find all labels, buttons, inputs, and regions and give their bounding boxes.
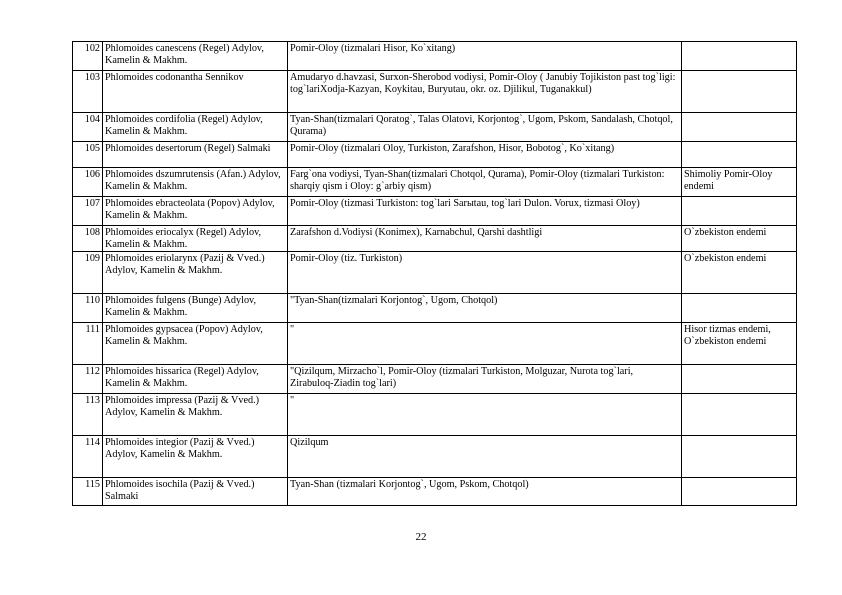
endemic-note (682, 394, 797, 436)
species-name: Phlomoides dszumrutensis (Afan.) Adylov, Kamelin & Makhm. (103, 168, 288, 197)
distribution-area: " (288, 394, 682, 436)
table-row (73, 365, 797, 394)
species-table-body (73, 42, 797, 506)
species-name: Phlomoides ebracteolata (Popov) Adylov, Kamelin & Makhm. (103, 197, 288, 226)
table-row (73, 252, 797, 294)
row-number: 108 (73, 226, 103, 252)
row-number: 105 (73, 142, 103, 168)
page-number: 22 (415, 531, 427, 543)
table-row (73, 42, 797, 71)
distribution-area: "Qizilqum, Mirzacho`l, Pomir-Oloy (tizmalari Turkiston, Molguzar, Nurota tog`lari, Zirabuloq-Ziadin tog`lari) (288, 365, 682, 394)
row-number: 115 (73, 478, 103, 506)
distribution-area: "Tyan-Shan(tizmalari Korjontog`, Ugom, Chotqol) (288, 294, 682, 323)
table-row (73, 478, 797, 506)
endemic-note: O`zbekiston endemi (682, 252, 797, 294)
endemic-note (682, 42, 797, 71)
species-table (72, 41, 797, 506)
species-name: Phlomoides eriocalyx (Regel) Adylov, Kamelin & Makhm. (103, 226, 288, 252)
distribution-area: Qizilqum (288, 436, 682, 478)
row-number: 107 (73, 197, 103, 226)
table-row (73, 168, 797, 197)
distribution-area: Pomir-Oloy (tizmalari Hisor, Ko`xitang) (288, 42, 682, 71)
species-name: Phlomoides isochila (Pazij & Vved.) Salmaki (103, 478, 288, 506)
species-name: Phlomoides hissarica (Regel) Adylov, Kamelin & Makhm. (103, 365, 288, 394)
species-name: Phlomoides impressa (Pazij & Vved.) Adylov, Kamelin & Makhm. (103, 394, 288, 436)
table-row (73, 71, 797, 113)
endemic-note (682, 197, 797, 226)
distribution-area: Pomir-Oloy (tizmasi Turkiston: tog`lari Sarыtau, tog`lari Dulon. Vorux, tizmasi Oloy) (288, 197, 682, 226)
species-name: Phlomoides desertorum (Regel) Salmaki (103, 142, 288, 168)
endemic-note (682, 113, 797, 142)
row-number: 109 (73, 252, 103, 294)
table-row (73, 294, 797, 323)
species-name: Phlomoides integior (Pazij & Vved.) Adylov, Kamelin & Makhm. (103, 436, 288, 478)
table-row (73, 226, 797, 252)
table-row (73, 113, 797, 142)
endemic-note (682, 142, 797, 168)
distribution-area: Pomir-Oloy (tiz. Turkiston) (288, 252, 682, 294)
row-number: 103 (73, 71, 103, 113)
distribution-area: Zarafshon d.Vodiysi (Konimex), Karnabchul, Qarshi dashtligi (288, 226, 682, 252)
endemic-note: Shimoliy Pomir-Oloy endemi (682, 168, 797, 197)
row-number: 113 (73, 394, 103, 436)
row-number: 106 (73, 168, 103, 197)
row-number: 104 (73, 113, 103, 142)
table-row (73, 436, 797, 478)
distribution-area: Amudaryo d.havzasi, Surxon-Sherobod vodiysi, Pomir-Oloy ( Janubiy Tojikiston past tog`ligi: tog`lariXodja-Kazyan, Koykitau, Buryutau, okr. oz. Djilikul, Tuganakkul) (288, 71, 682, 113)
distribution-area: Farg`ona vodiysi, Tyan-Shan(tizmalari Chotqol, Qurama), Pomir-Oloy (tizmalari Turkiston: sharqiy qism i Oloy: g`arbiy qism) (288, 168, 682, 197)
table-row (73, 197, 797, 226)
distribution-area: Pomir-Oloy (tizmalari Oloy, Turkiston, Zarafshon, Hisor, Bobotog`, Ko`xitang) (288, 142, 682, 168)
row-number: 110 (73, 294, 103, 323)
species-name: Phlomoides eriolarynx (Pazij & Vved.) Adylov, Kamelin & Makhm. (103, 252, 288, 294)
species-name: Phlomoides canescens (Regel) Adylov, Kamelin & Makhm. (103, 42, 288, 71)
row-number: 114 (73, 436, 103, 478)
endemic-note (682, 436, 797, 478)
endemic-note (682, 365, 797, 394)
endemic-note (682, 294, 797, 323)
row-number: 111 (73, 323, 103, 365)
species-name: Phlomoides gypsacea (Popov) Adylov, Kamelin & Makhm. (103, 323, 288, 365)
species-name: Phlomoides codonantha Sennikov (103, 71, 288, 113)
endemic-note (682, 478, 797, 506)
endemic-note: O`zbekiston endemi (682, 226, 797, 252)
table-row (73, 394, 797, 436)
endemic-note: Hisor tizmas endemi, O`zbekiston endemi (682, 323, 797, 365)
row-number: 112 (73, 365, 103, 394)
species-name: Phlomoides cordifolia (Regel) Adylov, Kamelin & Makhm. (103, 113, 288, 142)
row-number: 102 (73, 42, 103, 71)
endemic-note (682, 71, 797, 113)
distribution-area: " (288, 323, 682, 365)
species-name: Phlomoides fulgens (Bunge) Adylov, Kamelin & Makhm. (103, 294, 288, 323)
distribution-area: Tyan-Shan(tizmalari Qoratog`, Talas Olatovi, Korjontog`, Ugom, Pskom, Sandalash, Chotqol, Qurama) (288, 113, 682, 142)
table-row (73, 142, 797, 168)
table-row (73, 323, 797, 365)
distribution-area: Tyan-Shan (tizmalari Korjontog`, Ugom, Pskom, Chotqol) (288, 478, 682, 506)
